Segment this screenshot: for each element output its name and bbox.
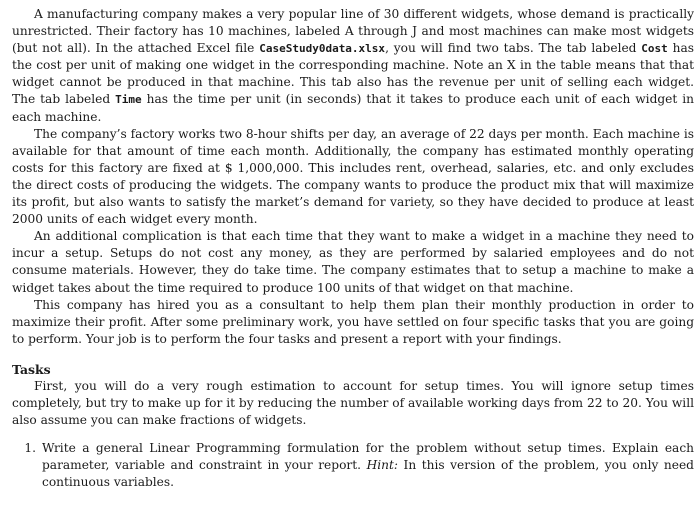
tasks-heading: Tasks xyxy=(12,361,51,377)
intro-text: has the cost per unit of making one widget in the corresponding machine. Note an X in the table means that that widget cannot be produced in that machine. This tab also has the revenue per unit of selling each widget. The tab labeled xyxy=(12,41,694,107)
intro-text: has the time per unit (in seconds) that it takes to produce each unit of each widget in each machine. xyxy=(12,92,694,124)
intro-paragraph-3: An additional complication is that each time that they want to make a widget in a machine they need to incur a setup. Setups do not cost any money, as they are performed by salaried employees and do not consume materials. However, they do take time. The company estimates that to setup a machine to make a widget takes about the time required to produce 100 units of that widget on that machine. xyxy=(12,229,694,295)
document-page xyxy=(12,6,694,491)
hint-label: Hint: xyxy=(366,458,398,473)
task-text xyxy=(42,440,694,491)
intro-text: A manufacturing company makes a very popular line of 30 different widgets, whose demand is practically unrestricted. Their factory has 10 machines, labeled A through J and most machines can make most widgets (but not all). In the attached Excel file xyxy=(12,7,694,56)
intro-paragraph-4: This company has hired you as a consultant to help them plan their monthly production in order to maximize their profit. After some preliminary work, you have settled on four specific tasks that you are going to perform. Your job is to perform the four tasks and present a report with your findings. xyxy=(12,297,694,346)
task-text-part: Write a general Linear Programming formulation for the problem without setup times. Explain each parameter, variable and constraint in your report. xyxy=(42,441,694,473)
task-list-item-1 xyxy=(12,440,694,491)
intro-paragraph-1 xyxy=(12,6,694,126)
task-text-part: In this version of the problem, you only need continuous variables. xyxy=(42,458,694,490)
intro-text: , you will find two tabs. The tab labeled xyxy=(385,41,642,56)
task-number: 1. xyxy=(24,441,36,456)
cost-tab-name: Cost xyxy=(641,42,668,56)
intro-paragraph-2: The company’s factory works two 8-hour shifts per day, an average of 22 days per month. Each machine is available for that amount of time each month. Additionally, the company has estimated monthly operating costs for this factory are fixed at $ 1,000,000. This includes rent, overhead, salaries, etc. and only excludes the direct costs of producing the widgets. The company wants to produce the product mix that will maximize its profit, but also wants to satisfy the market’s demand for variety, so they have decided to produce at least 2000 units of each widget every month. xyxy=(12,126,694,227)
excel-file-name: CaseStudy0data.xlsx xyxy=(259,42,386,56)
tasks-paragraph-1: First, you will do a very rough estimation to account for setup times. You will ignore setup times completely, but try to make up for it by reducing the number of available working days from 22 to 20. You will also assume you can make fractions of widgets. xyxy=(12,378,694,428)
time-tab-name: Time xyxy=(115,93,142,107)
